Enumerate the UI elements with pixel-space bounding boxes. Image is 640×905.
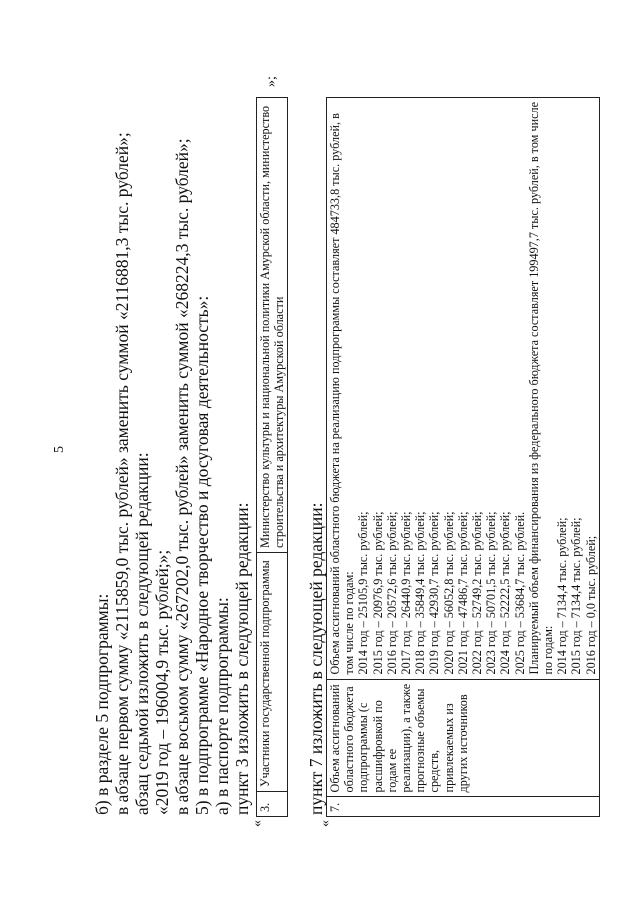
funding-line: 2014 год – 25105,9 тыс. рублей; <box>356 511 371 675</box>
paragraph: 5) в подпрограмме «Народное творчество и досуговая деятельность»: <box>192 295 212 815</box>
row-number: 7. <box>327 797 600 817</box>
paragraph: «2019 год – 196004,9 тыс. рублей;»; <box>152 549 172 815</box>
paragraph: б) в разделе 5 подпрограммы: <box>92 593 112 815</box>
close-quote: »; <box>264 76 279 87</box>
row-label: Объем ассигнований областного бюджета подпрограммы (с расшифровкой по годам ее реализации), а также прогнозные объемы средств, привлекаемых из других источников <box>327 679 600 797</box>
funding-line: 2025 год – 53684,7 тыс. рублей. <box>512 511 527 675</box>
funding-line: 2019 год – 42930,7 тыс. рублей; <box>427 511 442 675</box>
funding-line: 2018 год – 35849,4 тыс. рублей; <box>413 511 428 675</box>
row-label: Участники государственной подпрограммы <box>257 553 288 792</box>
funding-line: 2023 год – 50701,5 тыс. рублей; <box>484 511 499 675</box>
funding-line: 2022 год – 52749,2 тыс. рублей; <box>470 511 485 675</box>
funding-line: 2015 год – 7134,4 тыс. рублей; <box>569 517 584 675</box>
funding-line: Объем ассигнований областного бюджета на реализацию подпрограммы составляет 484733,8 тыс. рублей, в <box>328 113 342 675</box>
funding-line: 2020 год – 56052,8 тыс. рублей; <box>441 511 456 675</box>
funding-table <box>326 97 600 817</box>
paragraph: в абзаце первом сумму «2115859,0 тыс. рублей» заменить суммой «2116881,3 тыс. рублей»; <box>112 132 132 815</box>
participants-table <box>256 97 288 817</box>
open-quote: « <box>318 820 333 827</box>
funding-line: Планируемый объем финансирования из федерального бюджета составляет 199497,7 тыс. рублей, в том числе <box>526 102 541 675</box>
funding-line: 2021 год – 47486,7 тыс. рублей; <box>455 511 470 675</box>
funding-line: 2024 год – 52222,5 тыс. рублей; <box>498 511 513 675</box>
paragraph: в абзаце восьмом сумму «267202,0 тыс. рублей» заменить суммой «268224,3 тыс. рублей»; <box>172 138 192 815</box>
funding-line: по годам: <box>541 625 556 675</box>
funding-line: 2014 год – 7134,4 тыс. рублей; <box>555 517 570 675</box>
funding-line: 2015 год – 20976,9 тыс. рублей; <box>370 511 385 675</box>
funding-details <box>327 98 600 680</box>
paragraph: пункт 3 изложить в следующей редакции: <box>232 502 252 815</box>
page-number: 5 <box>52 446 67 453</box>
funding-line: 2016 год – 20572,6 тыс. рублей; <box>384 511 399 675</box>
row-number: 3. <box>257 792 288 817</box>
paragraph: а) в паспорте подпрограммы: <box>212 597 232 815</box>
paragraph: абзац седьмой изложить в следующей редакции: <box>132 452 152 815</box>
funding-line: том числе по годам: <box>342 571 357 675</box>
funding-line: 2017 год – 26440,9 тыс. рублей; <box>399 511 414 675</box>
paragraph: пункт 7 изложить в следующей редакции: <box>306 502 326 815</box>
open-quote: « <box>250 820 265 827</box>
row-value: Министерство культуры и национальной политики Амурской области, министерство строительства и архитектуры Амурской области <box>257 98 288 553</box>
funding-line: 2016 год – 0,0 тыс. рублей; <box>583 535 598 675</box>
